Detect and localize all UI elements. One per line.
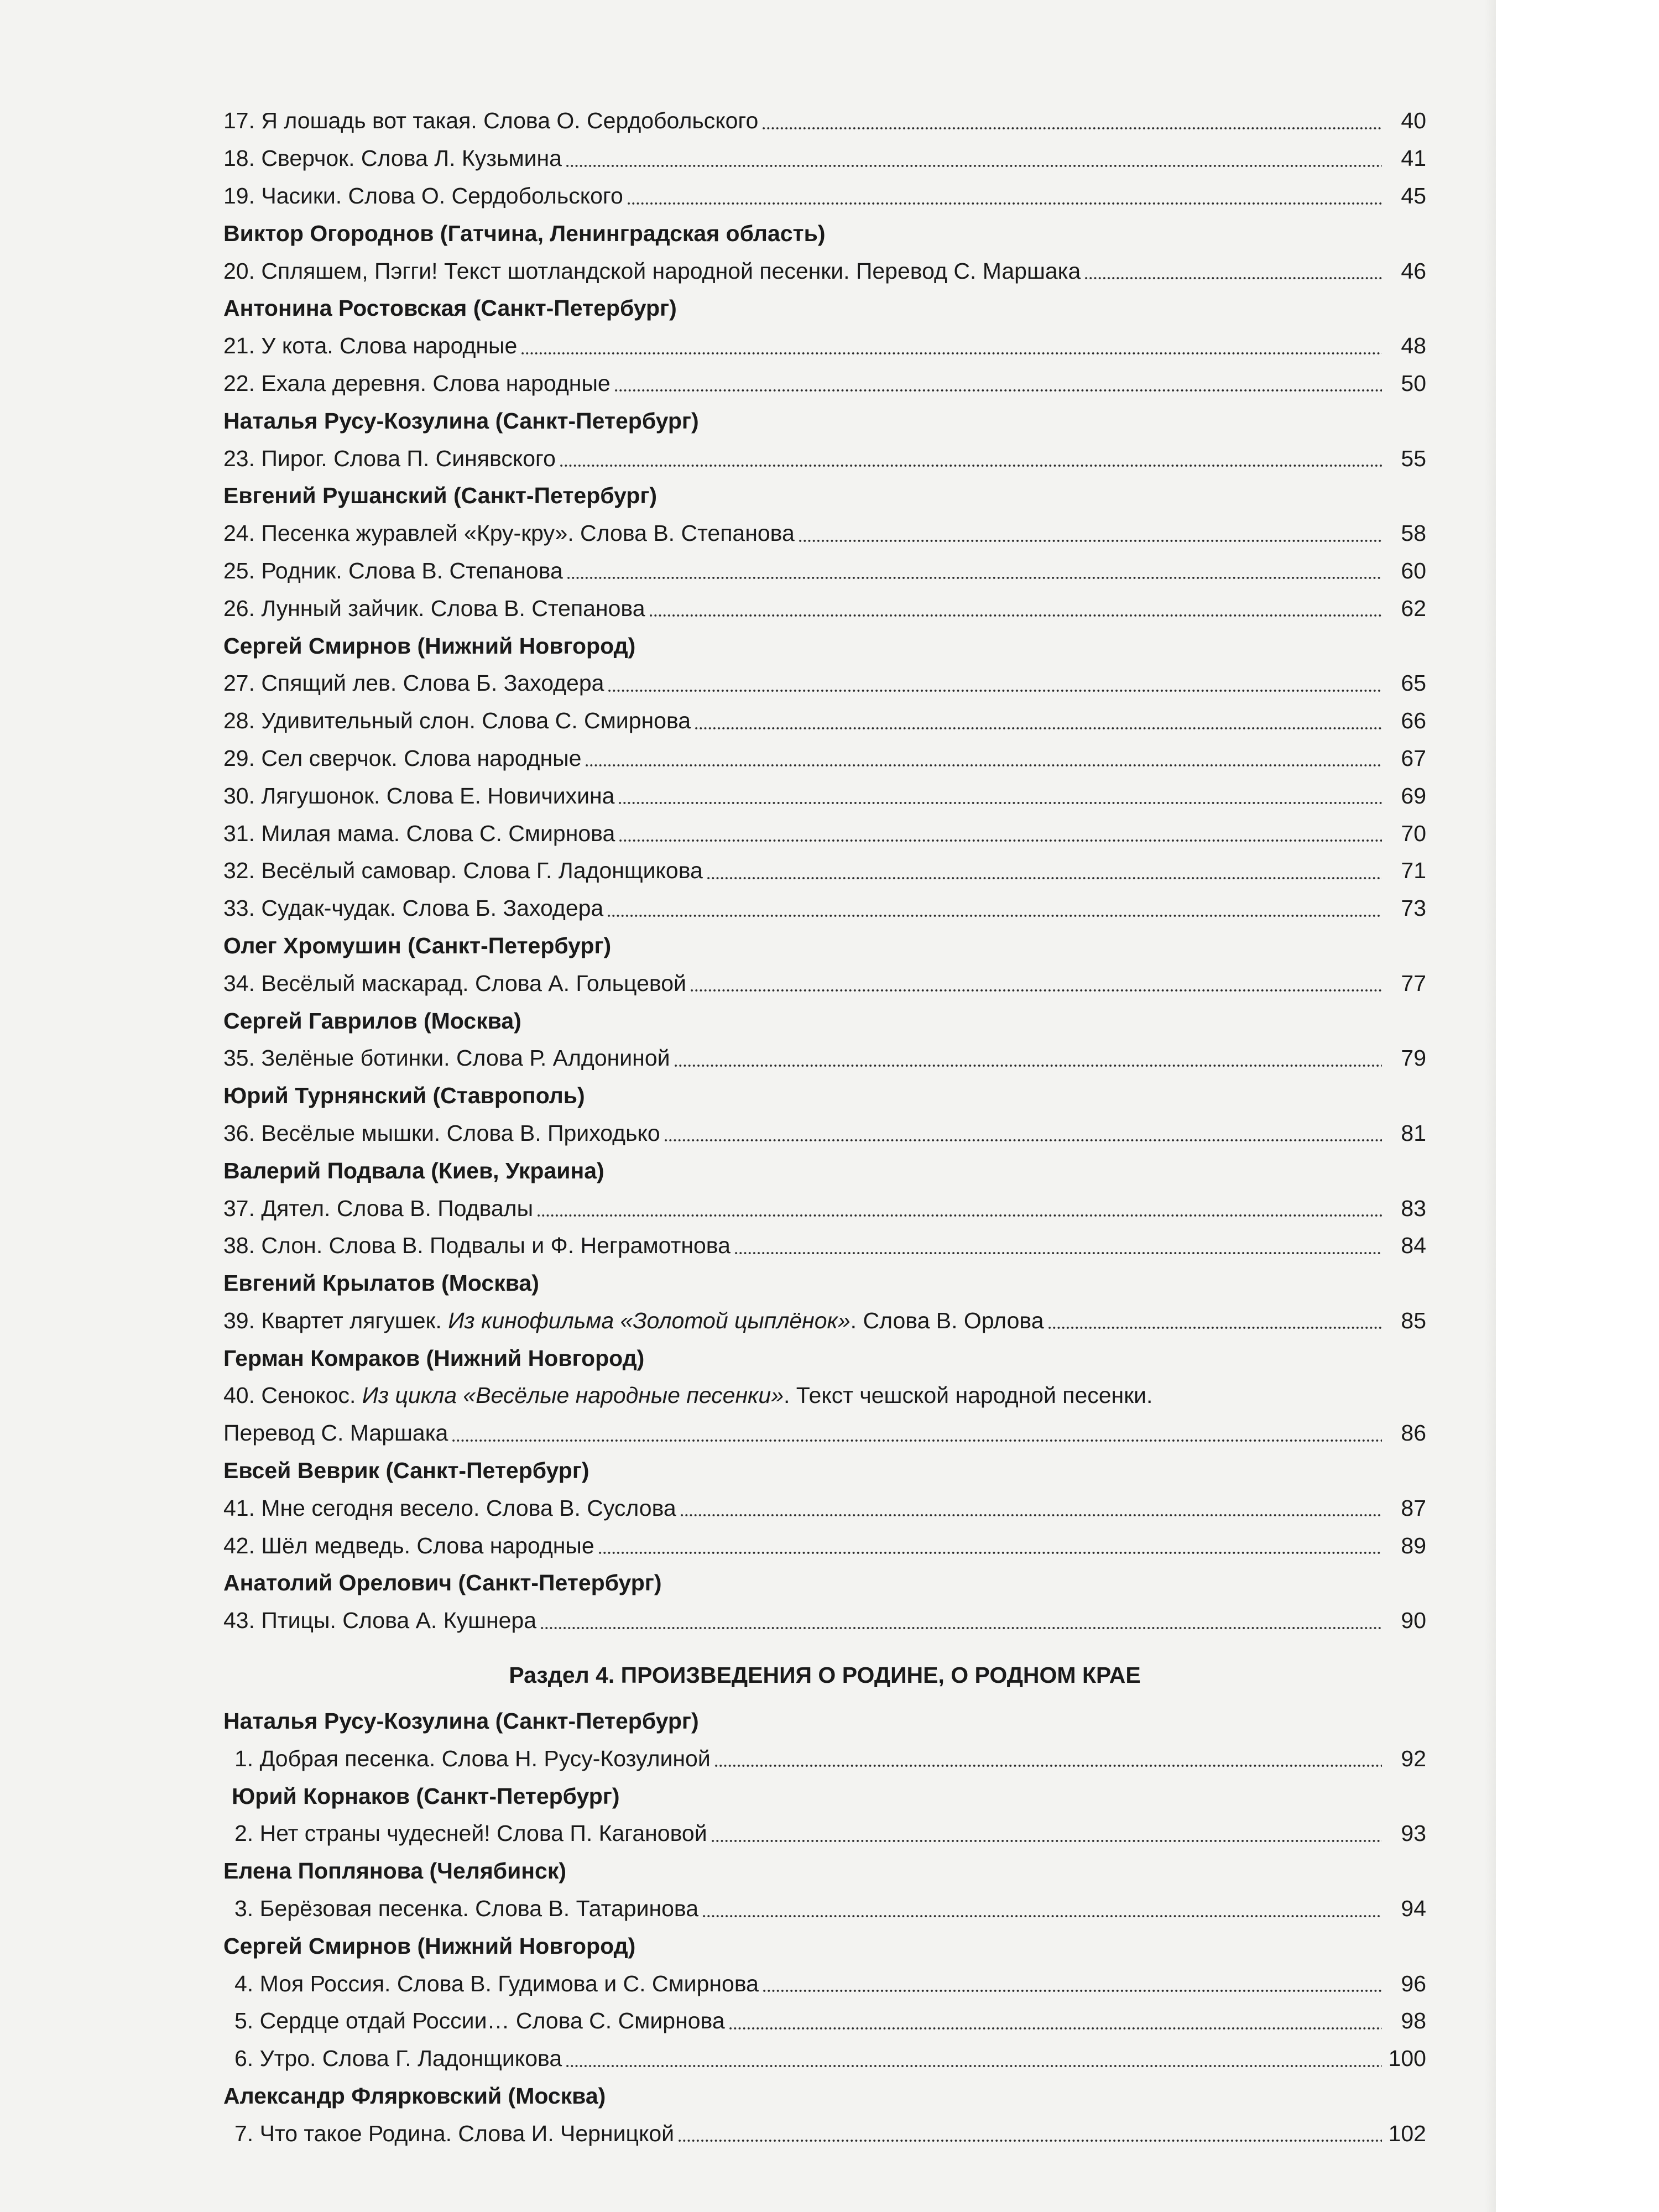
toc-entry bbox=[223, 815, 1426, 852]
entry-title: 21. У кота. Слова народные bbox=[223, 333, 518, 359]
entry-title: 30. Лягушонок. Слова Е. Новичихина bbox=[223, 782, 615, 808]
entry-title: 20. Спляшем, Пэгги! Текст шотландской народной песенки. Перевод С. Маршака bbox=[223, 258, 1081, 284]
dot-leader bbox=[1047, 1302, 1383, 1340]
dot-leader bbox=[761, 102, 1382, 140]
page-number: 79 bbox=[1401, 1045, 1426, 1071]
section-title: Раздел 4. ПРОИЗВЕДЕНИЯ О РОДИНЕ, О РОДНОМ КРАЕ bbox=[509, 1662, 1141, 1688]
dot-leader bbox=[690, 964, 1382, 1002]
page-number: 62 bbox=[1401, 595, 1426, 621]
toc-entry bbox=[223, 2002, 1426, 2040]
page-number: 50 bbox=[1401, 370, 1426, 396]
dot-leader bbox=[680, 1489, 1382, 1527]
toc-entry bbox=[223, 365, 1426, 403]
section-heading bbox=[223, 1640, 1426, 1700]
toc-entry bbox=[223, 890, 1426, 927]
entry-title: 5. Сердце отдай России… Слова С. Смирнова bbox=[234, 2008, 725, 2034]
page-number: 85 bbox=[1401, 1307, 1426, 1333]
page-number: 87 bbox=[1401, 1495, 1426, 1521]
toc-entry bbox=[223, 2115, 1426, 2152]
page-number: 94 bbox=[1401, 1896, 1426, 1922]
toc-entry bbox=[223, 1227, 1426, 1265]
toc-entry bbox=[223, 102, 1426, 140]
author-heading bbox=[223, 927, 1426, 965]
toc-entry bbox=[223, 178, 1426, 215]
page-number: 46 bbox=[1401, 258, 1426, 284]
dot-leader bbox=[559, 440, 1382, 477]
entry-title: 34. Весёлый маскарад. Слова А. Гольцевой bbox=[223, 970, 686, 996]
dot-leader bbox=[540, 1602, 1382, 1640]
entry-source-italic: Из цикла «Весёлые народные песенки» bbox=[362, 1383, 784, 1408]
page-number: 93 bbox=[1401, 1820, 1426, 1846]
entry-source-italic: Из кинофильма «Золотой цыплёнок» bbox=[448, 1307, 851, 1333]
toc-entry bbox=[223, 252, 1426, 290]
entry-title: 37. Дятел. Слова В. Подвалы bbox=[223, 1195, 534, 1221]
page-number: 90 bbox=[1401, 1608, 1426, 1634]
author-heading bbox=[223, 215, 1426, 252]
page-number: 48 bbox=[1401, 333, 1426, 359]
author-name: Валерий Подвала (Киев, Украина) bbox=[223, 1157, 604, 1183]
entry-title: 3. Берёзовая песенка. Слова В. Татаринова bbox=[234, 1896, 699, 1922]
page-number: 86 bbox=[1401, 1420, 1426, 1446]
author-name: Наталья Русу-Козулина (Санкт-Петербург) bbox=[223, 1708, 699, 1734]
author-heading bbox=[223, 2078, 1426, 2115]
dot-leader bbox=[607, 665, 1382, 702]
author-heading bbox=[223, 477, 1426, 515]
page-number: 81 bbox=[1401, 1120, 1426, 1146]
page-number: 67 bbox=[1401, 745, 1426, 771]
entry-title: 40. Сенокос. Из цикла «Весёлые народные песенки». Текст чешской народной песенки. bbox=[223, 1383, 1153, 1408]
entry-title: 43. Птицы. Слова А. Кушнера bbox=[223, 1608, 537, 1634]
entry-title: 6. Утро. Слова Г. Ладонщикова bbox=[234, 2046, 562, 2072]
page-number: 70 bbox=[1401, 820, 1426, 846]
dot-leader bbox=[714, 1740, 1382, 1777]
dot-leader bbox=[566, 552, 1382, 590]
dot-leader bbox=[664, 1115, 1382, 1152]
toc-entry bbox=[223, 1965, 1426, 2002]
author-name: Александр Флярковский (Москва) bbox=[223, 2083, 606, 2109]
toc-entry bbox=[223, 2040, 1426, 2078]
dot-leader bbox=[618, 815, 1382, 852]
toc-entry bbox=[223, 1815, 1426, 1853]
toc-entry bbox=[223, 665, 1426, 702]
dot-leader bbox=[706, 852, 1382, 890]
toc-entry bbox=[223, 552, 1426, 590]
dot-leader bbox=[677, 2115, 1382, 2152]
toc-entry bbox=[223, 440, 1426, 477]
toc-entry bbox=[223, 1527, 1426, 1564]
author-name: Юрий Корнаков (Санкт-Петербург) bbox=[232, 1783, 620, 1809]
dot-leader bbox=[607, 890, 1382, 927]
author-heading bbox=[223, 402, 1426, 440]
dot-leader bbox=[674, 1040, 1382, 1077]
author-heading bbox=[223, 1564, 1426, 1602]
author-name: Евсей Веврик (Санкт-Петербург) bbox=[223, 1458, 589, 1484]
author-name: Наталья Русу-Козулина (Санкт-Петербург) bbox=[223, 408, 699, 434]
dot-leader bbox=[565, 2040, 1382, 2078]
toc-entry bbox=[223, 140, 1426, 178]
toc-entry bbox=[223, 1377, 1426, 1415]
author-heading bbox=[223, 1002, 1426, 1040]
dot-leader bbox=[711, 1815, 1382, 1853]
page-number: 66 bbox=[1401, 708, 1426, 734]
toc-entry bbox=[223, 852, 1426, 890]
table-of-contents bbox=[223, 102, 1426, 2152]
entry-title: 19. Часики. Слова О. Сердобольского bbox=[223, 182, 623, 208]
toc-entry bbox=[223, 589, 1426, 627]
entry-title: 32. Весёлый самовар. Слова Г. Ладонщикова bbox=[223, 858, 703, 884]
entry-title: 42. Шёл медведь. Слова народные bbox=[223, 1532, 594, 1558]
dot-leader bbox=[694, 702, 1382, 740]
entry-title: 24. Песенка журавлей «Кру-кру». Слова В. Степанова bbox=[223, 520, 795, 546]
toc-entry bbox=[223, 1602, 1426, 1640]
dot-leader bbox=[627, 178, 1382, 215]
toc-entry bbox=[223, 702, 1426, 740]
entry-title: 7. Что такое Родина. Слова И. Черницкой bbox=[234, 2120, 675, 2146]
entry-title: 39. Квартет лягушек. Из кинофильма «Золотой цыплёнок». Слова В. Орлова bbox=[223, 1307, 1044, 1333]
entry-title: 18. Сверчок. Слова Л. Кузьмина bbox=[223, 145, 562, 171]
author-heading bbox=[223, 1265, 1426, 1302]
page-number: 40 bbox=[1401, 108, 1426, 134]
toc-entry bbox=[223, 1740, 1426, 1777]
page-number: 45 bbox=[1401, 182, 1426, 208]
page-number: 89 bbox=[1401, 1532, 1426, 1558]
dot-leader bbox=[565, 140, 1382, 178]
toc-entry bbox=[223, 327, 1426, 365]
author-heading bbox=[223, 1152, 1426, 1190]
author-name: Герман Комраков (Нижний Новгород) bbox=[223, 1345, 645, 1371]
author-name: Евгений Рушанский (Санкт-Петербург) bbox=[223, 483, 658, 509]
author-heading bbox=[223, 290, 1426, 327]
toc-entry bbox=[223, 1302, 1426, 1340]
entry-title: 1. Добрая песенка. Слова Н. Русу-Козулиной bbox=[234, 1745, 711, 1771]
entry-title: Перевод С. Маршака bbox=[223, 1420, 448, 1446]
entry-title: 2. Нет страны чудесней! Слова П. Кагановой bbox=[234, 1820, 707, 1846]
entry-title: 36. Весёлые мышки. Слова В. Приходько bbox=[223, 1120, 660, 1146]
entry-title: 26. Лунный зайчик. Слова В. Степанова bbox=[223, 595, 645, 621]
toc-entry bbox=[223, 1190, 1426, 1227]
dot-leader bbox=[762, 1965, 1382, 2002]
dot-leader bbox=[734, 1227, 1382, 1265]
page-number: 84 bbox=[1401, 1233, 1426, 1259]
page-number: 71 bbox=[1401, 858, 1426, 884]
page-number: 92 bbox=[1401, 1745, 1426, 1771]
page-number: 41 bbox=[1401, 145, 1426, 171]
author-heading bbox=[223, 1077, 1426, 1115]
dot-leader bbox=[728, 2002, 1382, 2040]
entry-title: 38. Слон. Слова В. Подвалы и Ф. Неграмотнова bbox=[223, 1233, 731, 1259]
entry-title: 17. Я лошадь вот такая. Слова О. Сердобольского bbox=[223, 108, 759, 134]
entry-title: 27. Спящий лев. Слова Б. Заходера bbox=[223, 670, 604, 696]
page-number: 58 bbox=[1401, 520, 1426, 546]
author-name: Евгений Крылатов (Москва) bbox=[223, 1270, 539, 1296]
author-heading bbox=[223, 1339, 1426, 1377]
page-number: 69 bbox=[1401, 782, 1426, 808]
author-name: Сергей Смирнов (Нижний Новгород) bbox=[223, 1933, 636, 1959]
author-name: Юрий Турнянский (Ставрополь) bbox=[223, 1083, 585, 1109]
dot-leader bbox=[1084, 252, 1382, 290]
entry-title: 41. Мне сегодня весело. Слова В. Суслова bbox=[223, 1495, 676, 1521]
toc-entry bbox=[223, 1115, 1426, 1152]
toc-entry bbox=[223, 964, 1426, 1002]
author-name: Олег Хромушин (Санкт-Петербург) bbox=[223, 932, 612, 958]
toc-entry bbox=[223, 1489, 1426, 1527]
author-heading bbox=[223, 1452, 1426, 1490]
author-name: Антонина Ростовская (Санкт-Петербург) bbox=[223, 295, 677, 321]
dot-leader bbox=[702, 1890, 1382, 1928]
dot-leader bbox=[614, 365, 1382, 403]
entry-title: 31. Милая мама. Слова С. Смирнова bbox=[223, 820, 615, 846]
page-number: 98 bbox=[1401, 2008, 1426, 2034]
toc-entry bbox=[223, 777, 1426, 815]
author-heading bbox=[223, 627, 1426, 665]
dot-leader bbox=[798, 515, 1382, 552]
page-number: 102 bbox=[1388, 2120, 1426, 2146]
author-heading bbox=[223, 1927, 1426, 1965]
dot-leader bbox=[536, 1190, 1382, 1227]
toc-entry bbox=[223, 1040, 1426, 1077]
entry-title: 33. Судак-чудак. Слова Б. Заходера bbox=[223, 895, 604, 921]
dot-leader bbox=[618, 777, 1382, 815]
page-number: 60 bbox=[1401, 557, 1426, 583]
entry-title: 25. Родник. Слова В. Степанова bbox=[223, 557, 563, 583]
entry-title: 28. Удивительный слон. Слова С. Смирнова bbox=[223, 708, 691, 734]
dot-leader bbox=[649, 589, 1382, 627]
page-number: 83 bbox=[1401, 1195, 1426, 1221]
page-number: 96 bbox=[1401, 1970, 1426, 1996]
dot-leader bbox=[585, 740, 1382, 778]
dot-leader bbox=[598, 1527, 1382, 1564]
page-number: 65 bbox=[1401, 670, 1426, 696]
dot-leader bbox=[520, 327, 1382, 365]
author-heading bbox=[223, 1703, 1426, 1740]
dot-leader bbox=[451, 1415, 1382, 1452]
author-name: Сергей Смирнов (Нижний Новгород) bbox=[223, 633, 636, 659]
entry-title: 22. Ехала деревня. Слова народные bbox=[223, 370, 611, 396]
author-name: Виктор Огороднов (Гатчина, Ленинградская область) bbox=[223, 220, 826, 246]
entry-title: 35. Зелёные ботинки. Слова Р. Алдониной bbox=[223, 1045, 670, 1071]
page-number: 77 bbox=[1401, 970, 1426, 996]
entry-title: 29. Сел сверчок. Слова народные bbox=[223, 745, 582, 771]
author-name: Елена Поплянова (Челябинск) bbox=[223, 1858, 567, 1884]
author-heading bbox=[223, 1777, 1426, 1815]
page-number: 55 bbox=[1401, 445, 1426, 471]
page-number: 73 bbox=[1401, 895, 1426, 921]
entry-title: 4. Моя Россия. Слова В. Гудимова и С. Смирнова bbox=[234, 1970, 759, 1996]
page-number: 100 bbox=[1388, 2046, 1426, 2072]
entry-title: 23. Пирог. Слова П. Синявского bbox=[223, 445, 556, 471]
author-name: Сергей Гаврилов (Москва) bbox=[223, 1008, 521, 1034]
toc-entry bbox=[223, 740, 1426, 778]
author-name: Анатолий Орелович (Санкт-Петербург) bbox=[223, 1570, 662, 1596]
toc-entry bbox=[223, 1415, 1426, 1452]
toc-entry bbox=[223, 1890, 1426, 1928]
toc-entry bbox=[223, 515, 1426, 552]
author-heading bbox=[223, 1853, 1426, 1890]
